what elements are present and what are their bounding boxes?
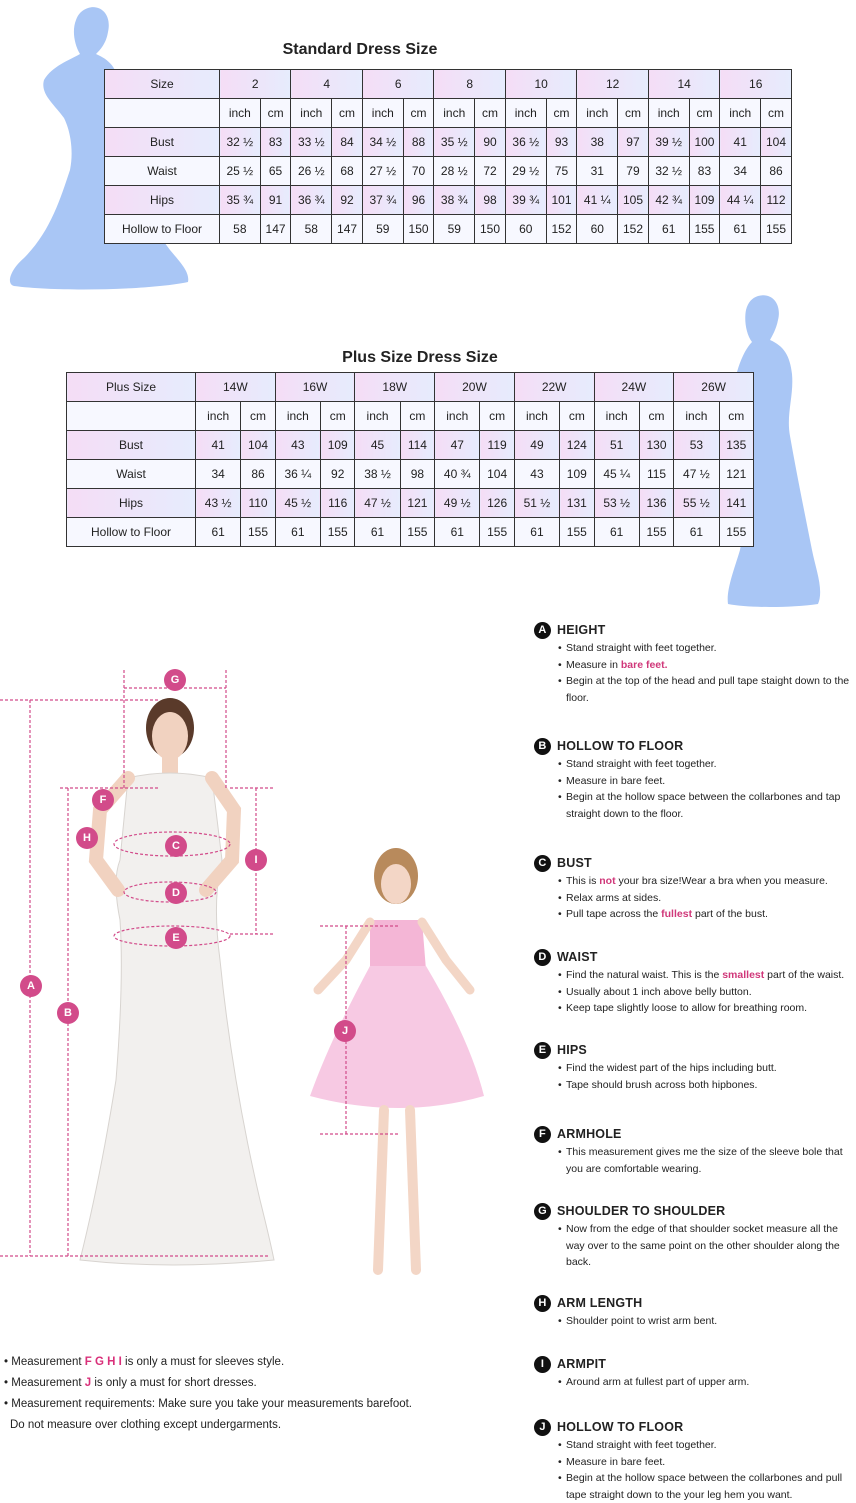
table-cell: 41 (720, 128, 761, 157)
table-cell: 155 (321, 518, 355, 547)
measurement-notes (4, 1352, 412, 1436)
table-cell: 119 (480, 431, 514, 460)
table-cell: 150 (403, 215, 434, 244)
section-bullet: • Keep tape slightly loose to allow for breathing room. (558, 1000, 854, 1017)
section-bullet: • Stand straight with feet together. (558, 1437, 854, 1454)
table-cell: 61 (594, 518, 639, 547)
size-header: 22W (514, 373, 594, 402)
section-title: BUST (557, 856, 592, 871)
table-cell: 101 (546, 186, 577, 215)
row-label: Hollow to Floor (105, 215, 220, 244)
table-cell: 83 (260, 128, 291, 157)
table-cell: 98 (400, 460, 434, 489)
table-cell: 98 (475, 186, 506, 215)
table-cell: 53 ½ (594, 489, 639, 518)
section-bullet: • Pull tape across the fullest part of the bust. (558, 906, 854, 923)
plus-table-title: Plus Size Dress Size (342, 349, 498, 366)
table-cell: 61 (720, 215, 761, 244)
table-cell: 121 (400, 489, 434, 518)
table-cell: 55 ½ (674, 489, 719, 518)
note-2: • Measurement J is only a must for short dresses. (4, 1377, 257, 1389)
row-label: Bust (105, 128, 220, 157)
table-cell: 155 (560, 518, 594, 547)
table-cell: 53 (674, 431, 719, 460)
table-cell: 155 (719, 518, 753, 547)
unit-cm: cm (761, 99, 792, 128)
unit-inch: inch (291, 99, 332, 128)
size-corner-label: Size (105, 70, 220, 99)
table-cell: 61 (275, 518, 320, 547)
table-cell: 104 (761, 128, 792, 157)
section-bullet: • Usually about 1 inch above belly button. (558, 984, 854, 1001)
table-cell: 135 (719, 431, 753, 460)
section-armpit (534, 1356, 854, 1391)
table-cell: 155 (639, 518, 673, 547)
plus-size-table (66, 372, 754, 547)
table-cell: 152 (618, 215, 649, 244)
size-header: 2 (220, 70, 291, 99)
section-title: ARMHOLE (557, 1127, 622, 1142)
unit-cm: cm (719, 402, 753, 431)
table-cell: 42 ¾ (648, 186, 689, 215)
section-bullet: • Measure in bare feet. (558, 1454, 854, 1471)
marker-e: E (165, 927, 187, 949)
section-letter-icon: E (534, 1042, 551, 1059)
table-cell: 43 (514, 460, 559, 489)
table-cell: 155 (761, 215, 792, 244)
section-bullet: • Begin at the top of the head and pull tape staight down to the floor. (558, 673, 854, 706)
section-letter-icon: H (534, 1295, 551, 1312)
table-cell: 88 (403, 128, 434, 157)
table-cell: 92 (332, 186, 363, 215)
table-cell: 36 ¾ (291, 186, 332, 215)
table-cell: 38 ¾ (434, 186, 475, 215)
row-label: Hollow to Floor (67, 518, 196, 547)
unit-inch: inch (275, 402, 320, 431)
section-shoulder-to-shoulder (534, 1203, 854, 1271)
section-bullet: • Stand straight with feet together. (558, 756, 854, 773)
size-header: 10 (505, 70, 576, 99)
table-cell: 58 (220, 215, 261, 244)
note-3: • Measurement requirements: Make sure you take your measurements barefoot. (4, 1398, 413, 1410)
section-letter-icon: C (534, 855, 551, 872)
size-header: 12 (577, 70, 648, 99)
table-cell: 28 ½ (434, 157, 475, 186)
section-title: HOLLOW TO FLOOR (557, 739, 684, 754)
row-label: Hips (105, 186, 220, 215)
table-cell: 38 ½ (355, 460, 400, 489)
marker-h: I (245, 849, 267, 871)
size-header: 6 (362, 70, 433, 99)
table-cell: 61 (196, 518, 241, 547)
unit-inch: inch (434, 99, 475, 128)
table-cell: 112 (761, 186, 792, 215)
marker-d: D (165, 882, 187, 904)
table-cell: 43 ½ (196, 489, 241, 518)
pink-dress-model-icon (310, 848, 484, 1270)
table-cell: 84 (332, 128, 363, 157)
table-cell: 109 (321, 431, 355, 460)
table-cell: 45 ½ (275, 489, 320, 518)
unit-inch: inch (355, 402, 400, 431)
section-bullet: • This measurement gives me the size of the sleeve bole that you are comfortable wearing. (558, 1144, 854, 1177)
table-cell: 38 (577, 128, 618, 157)
table-cell: 114 (400, 431, 434, 460)
table-cell: 61 (648, 215, 689, 244)
row-label: Waist (67, 460, 196, 489)
row-label: Hips (67, 489, 196, 518)
standard-table-title: Standard Dress Size (282, 41, 438, 58)
table-cell: 60 (505, 215, 546, 244)
row-label: Bust (67, 431, 196, 460)
table-cell: 155 (241, 518, 275, 547)
section-bullet: • Relax arms at sides. (558, 890, 854, 907)
table-cell: 83 (689, 157, 720, 186)
unit-inch: inch (435, 402, 480, 431)
marker-i: H (76, 827, 98, 849)
unit-cm: cm (618, 99, 649, 128)
section-bullet: • Now from the edge of that shoulder socket measure all the way over to the same point on the other shoulder along the back. (558, 1221, 854, 1271)
table-cell: 104 (241, 431, 275, 460)
table-cell: 47 ½ (674, 460, 719, 489)
table-cell: 93 (546, 128, 577, 157)
table-cell: 86 (761, 157, 792, 186)
section-bullet: • Begin at the hollow space between the collarbones and pull tape straight down to the your leg hem you want. (558, 1470, 854, 1503)
table-cell: 59 (434, 215, 475, 244)
table-cell: 100 (689, 128, 720, 157)
table-cell: 130 (639, 431, 673, 460)
table-cell: 37 ¾ (362, 186, 403, 215)
table-cell: 68 (332, 157, 363, 186)
unit-inch: inch (362, 99, 403, 128)
table-cell: 121 (719, 460, 753, 489)
table-cell: 136 (639, 489, 673, 518)
size-header: 24W (594, 373, 674, 402)
table-cell: 147 (260, 215, 291, 244)
unit-inch: inch (594, 402, 639, 431)
section-bullet: • Measure in bare feet. (558, 773, 854, 790)
table-cell: 44 ¼ (720, 186, 761, 215)
size-header: 16W (275, 373, 355, 402)
table-cell: 110 (241, 489, 275, 518)
table-cell: 34 ½ (362, 128, 403, 157)
table-cell: 47 (435, 431, 480, 460)
marker-f: F (92, 789, 114, 811)
table-cell: 32 ½ (648, 157, 689, 186)
section-hollow-to-floor (534, 1419, 854, 1503)
table-cell: 45 (355, 431, 400, 460)
unit-inch: inch (577, 99, 618, 128)
table-cell: 126 (480, 489, 514, 518)
section-letter-icon: B (534, 738, 551, 755)
table-cell: 36 ¼ (275, 460, 320, 489)
section-letter-icon: F (534, 1126, 551, 1143)
unit-cm: cm (241, 402, 275, 431)
table-cell: 51 ½ (514, 489, 559, 518)
size-header: 18W (355, 373, 435, 402)
marker-j: J (334, 1020, 356, 1042)
table-cell: 115 (639, 460, 673, 489)
wedding-dress-model-icon (80, 698, 274, 1265)
table-cell: 49 ½ (435, 489, 480, 518)
table-cell: 124 (560, 431, 594, 460)
table-cell: 61 (674, 518, 719, 547)
table-cell: 155 (480, 518, 514, 547)
table-cell: 90 (475, 128, 506, 157)
unit-inch: inch (505, 99, 546, 128)
table-cell: 39 ½ (648, 128, 689, 157)
size-header: 14 (648, 70, 719, 99)
table-cell: 35 ½ (434, 128, 475, 157)
table-cell: 92 (321, 460, 355, 489)
size-header: 8 (434, 70, 505, 99)
section-letter-icon: A (534, 622, 551, 639)
table-cell: 41 ¼ (577, 186, 618, 215)
unit-cm: cm (475, 99, 506, 128)
section-hollow-to-floor (534, 738, 854, 822)
standard-size-table (104, 69, 792, 244)
section-letter-icon: I (534, 1356, 551, 1373)
table-cell: 35 ¾ (220, 186, 261, 215)
unit-inch: inch (220, 99, 261, 128)
section-title: SHOULDER TO SHOULDER (557, 1204, 726, 1219)
unit-cm: cm (689, 99, 720, 128)
marker-c: C (165, 835, 187, 857)
table-cell: 61 (514, 518, 559, 547)
section-letter-icon: D (534, 949, 551, 966)
table-cell: 29 ½ (505, 157, 546, 186)
table-cell: 61 (435, 518, 480, 547)
section-letter-icon: J (534, 1419, 551, 1436)
table-cell: 33 ½ (291, 128, 332, 157)
table-cell: 34 (196, 460, 241, 489)
unit-cm: cm (560, 402, 594, 431)
unit-inch: inch (648, 99, 689, 128)
table-cell: 47 ½ (355, 489, 400, 518)
table-cell: 39 ¾ (505, 186, 546, 215)
unit-cm: cm (332, 99, 363, 128)
table-cell: 97 (618, 128, 649, 157)
table-cell: 51 (594, 431, 639, 460)
size-header: 14W (196, 373, 276, 402)
marker-g: G (164, 669, 186, 691)
table-cell: 31 (577, 157, 618, 186)
section-bullet: • Shoulder point to wrist arm bent. (558, 1313, 854, 1330)
unit-inch: inch (514, 402, 559, 431)
table-cell: 43 (275, 431, 320, 460)
section-hips (534, 1042, 854, 1093)
table-cell: 86 (241, 460, 275, 489)
size-header: 26W (674, 373, 754, 402)
unit-cm: cm (403, 99, 434, 128)
table-cell: 75 (546, 157, 577, 186)
unit-cm: cm (546, 99, 577, 128)
table-cell: 34 (720, 157, 761, 186)
section-bullet: • Begin at the hollow space between the collarbones and tap straight down to the floor. (558, 789, 854, 822)
note-4: Do not measure over clothing except undergarments. (10, 1419, 282, 1431)
table-cell: 49 (514, 431, 559, 460)
measurement-diagram (0, 660, 520, 1300)
table-cell: 45 ¼ (594, 460, 639, 489)
table-cell: 60 (577, 215, 618, 244)
table-cell: 59 (362, 215, 403, 244)
unit-cm: cm (639, 402, 673, 431)
table-cell: 26 ½ (291, 157, 332, 186)
unit-cm: cm (260, 99, 291, 128)
table-cell: 141 (719, 489, 753, 518)
table-cell: 58 (291, 215, 332, 244)
table-cell: 96 (403, 186, 434, 215)
row-label: Waist (105, 157, 220, 186)
table-cell: 131 (560, 489, 594, 518)
unit-cm: cm (321, 402, 355, 431)
section-letter-icon: G (534, 1203, 551, 1220)
section-title: ARM LENGTH (557, 1296, 643, 1311)
section-arm-length (534, 1295, 854, 1330)
table-cell: 40 ¾ (435, 460, 480, 489)
section-armhole (534, 1126, 854, 1177)
table-cell: 91 (260, 186, 291, 215)
table-cell: 155 (689, 215, 720, 244)
table-cell: 116 (321, 489, 355, 518)
table-cell: 105 (618, 186, 649, 215)
size-corner-label: Plus Size (67, 373, 196, 402)
size-header: 4 (291, 70, 362, 99)
marker-b: B (57, 1002, 79, 1024)
table-cell: 79 (618, 157, 649, 186)
table-cell: 150 (475, 215, 506, 244)
table-cell: 25 ½ (220, 157, 261, 186)
table-cell: 155 (400, 518, 434, 547)
table-cell: 41 (196, 431, 241, 460)
section-title: HIPS (557, 1043, 587, 1058)
table-cell: 70 (403, 157, 434, 186)
unit-cm: cm (400, 402, 434, 431)
table-cell: 61 (355, 518, 400, 547)
unit-inch: inch (720, 99, 761, 128)
section-bullet: • Around arm at fullest part of upper arm. (558, 1374, 854, 1391)
unit-inch: inch (674, 402, 719, 431)
section-bullet: • This is not your bra size!Wear a bra when you measure. (558, 873, 854, 890)
section-title: ARMPIT (557, 1357, 607, 1372)
size-header: 20W (435, 373, 515, 402)
section-bullet: • Find the widest part of the hips including butt. (558, 1060, 854, 1077)
table-cell: 32 ½ (220, 128, 261, 157)
table-cell: 72 (475, 157, 506, 186)
table-cell: 152 (546, 215, 577, 244)
section-height (534, 622, 854, 706)
section-waist (534, 949, 854, 1017)
section-bullet: • Find the natural waist. This is the smallest part of the waist. (558, 967, 854, 984)
size-header: 16 (720, 70, 792, 99)
table-cell: 109 (689, 186, 720, 215)
unit-inch: inch (196, 402, 241, 431)
section-title: WAIST (557, 950, 598, 965)
table-cell: 36 ½ (505, 128, 546, 157)
note-1: • Measurement F G H I is only a must for sleeves style. (4, 1356, 285, 1368)
table-cell: 65 (260, 157, 291, 186)
section-bullet: • Measure in bare feet. (558, 657, 854, 674)
table-cell: 147 (332, 215, 363, 244)
table-cell: 27 ½ (362, 157, 403, 186)
marker-a: A (20, 975, 42, 997)
section-title: HEIGHT (557, 623, 606, 638)
section-bullet: • Stand straight with feet together. (558, 640, 854, 657)
section-title: HOLLOW TO FLOOR (557, 1420, 684, 1435)
unit-cm: cm (480, 402, 514, 431)
table-cell: 104 (480, 460, 514, 489)
section-bullet: • Tape should brush across both hipbones. (558, 1077, 854, 1094)
section-bust (534, 855, 854, 923)
table-cell: 109 (560, 460, 594, 489)
